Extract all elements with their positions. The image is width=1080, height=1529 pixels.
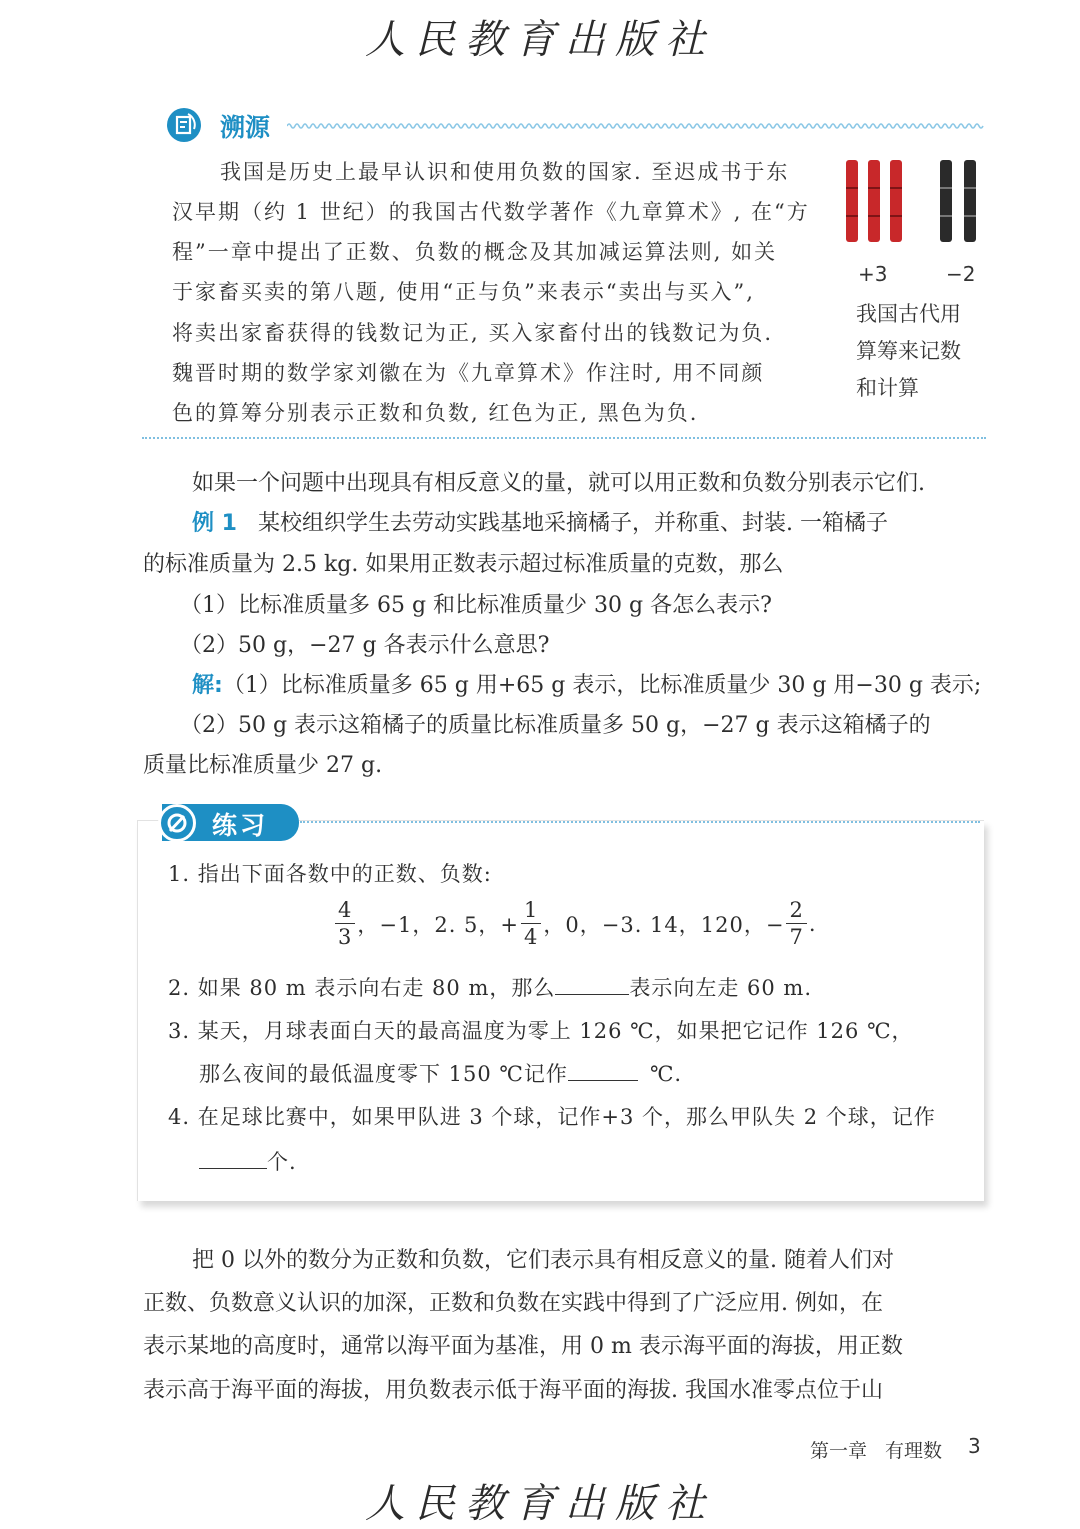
- example-1-line-2: 的标准质量为 2.5 kg. 如果用正数表示超过标准质量的克数，那么: [143, 552, 784, 577]
- exercise-top-dotted-line: [300, 821, 980, 823]
- solution-text-1: （1）比标准质量多 65 g 用+65 g 表示，比标准质量少 30 g 用−30 g 表示;: [222, 673, 982, 698]
- fraction-one-quarter: $\frac{1}{4}$: [521, 897, 541, 950]
- publisher-watermark-bottom: 人民教育出版社: [365, 1481, 715, 1527]
- footer-topic: 有理数: [885, 1440, 943, 1462]
- origin-section-title: 溯源: [220, 113, 271, 142]
- example-text-1: 某校组织学生去劳动实践基地采摘橘子，并称重、封装. 一箱橘子: [257, 511, 888, 536]
- publisher-watermark-top: 人民教育出版社: [365, 17, 715, 63]
- page-number: 3: [968, 1434, 981, 1458]
- exercise-2-blank[interactable]: [555, 976, 629, 995]
- exercise-2-text-b: 表示向左走 60 m.: [629, 976, 813, 1000]
- solution-line-2: （2）50 g 表示这箱橘子的质量比标准质量多 50 g，−27 g 表示这箱橘子的: [180, 713, 931, 738]
- section-dotted-divider: [142, 437, 986, 439]
- example-question-2: （2）50 g，−27 g 各表示什么意思?: [180, 633, 550, 658]
- body-paragraph-line-1: 把 0 以外的数分为正数和负数，它们表示具有相反意义的量. 随着人们对: [192, 1248, 894, 1273]
- number-list-part-2: ，0，−3. 14，120，−: [543, 912, 785, 937]
- section-wave-divider: [287, 120, 987, 132]
- exercise-2-text-a: 2. 如果 80 m 表示向右走 80 m，那么: [168, 976, 556, 1000]
- counting-rods-image: [842, 158, 992, 250]
- rods-caption-line-3: 和计算: [856, 376, 919, 400]
- exercise-icon: [158, 804, 196, 842]
- exercise-3-text-b: ℃.: [649, 1062, 683, 1086]
- rods-caption-line-1: 我国古代用: [856, 302, 961, 326]
- number-list-part-1: ，−1，2. 5，+: [357, 912, 519, 937]
- fraction-two-sevenths: $\frac{2}{7}$: [786, 897, 806, 950]
- exercise-1-number-list: [333, 897, 817, 950]
- rods-caption: [856, 296, 986, 407]
- exercise-3-line-1: 3. 某天，月球表面白天的最高温度为零上 126 ℃，如果把它记作 126 ℃，: [168, 1019, 914, 1043]
- exercise-4-line-1: 4. 在足球比赛中，如果甲队进 3 个球，记作+3 个，那么甲队失 2 个球，记作: [168, 1105, 936, 1129]
- origin-line-2: 汉早期（约 1 世纪）的我国古代数学著作《九章算术》, 在“方: [172, 200, 810, 224]
- origin-section-icon: [167, 108, 201, 142]
- rod-label-negative: −2: [946, 262, 976, 286]
- origin-line-3: 程”一章中提出了正数、负数的概念及其加减运算法则, 如关: [172, 240, 778, 264]
- footer-chapter: 第一章: [810, 1440, 868, 1462]
- exercise-3-blank[interactable]: [568, 1062, 638, 1081]
- exercise-4-blank[interactable]: [199, 1150, 267, 1169]
- solution-label: 解:: [192, 673, 223, 698]
- origin-line-1: 我国是历史上最早认识和使用负数的国家. 至迟成书于东: [220, 160, 790, 184]
- example-label: 例 1: [192, 511, 237, 536]
- body-intro: 如果一个问题中出现具有相反意义的量，就可以用正数和负数分别表示它们.: [192, 471, 925, 496]
- solution-line-1: [192, 668, 981, 699]
- exercise-1: 1. 指出下面各数中的正数、负数:: [168, 862, 492, 886]
- number-list-end: .: [808, 911, 817, 936]
- fraction-four-thirds: $\frac{4}{3}$: [335, 897, 355, 950]
- exercise-3-text-a: 那么夜间的最低温度零下 150 ℃记作: [199, 1062, 568, 1086]
- body-paragraph-line-2: 正数、负数意义认识的加深，正数和负数在实践中得到了广泛应用. 例如，在: [143, 1291, 883, 1316]
- example-1-line-1: [192, 506, 888, 537]
- exercise-4-line-2: [199, 1146, 297, 1176]
- rods-caption-line-2: 算筹来记数: [856, 339, 961, 363]
- origin-line-7: 色的算筹分别表示正数和负数, 红色为正, 黑色为负.: [172, 401, 699, 425]
- origin-line-5: 将卖出家畜获得的钱数记为正, 买入家畜付出的钱数记为负.: [172, 321, 774, 345]
- origin-line-6: 魏晋时期的数学家刘徽在为《九章算术》作注时, 用不同颜: [172, 361, 765, 385]
- exercise-4-text: 个.: [267, 1150, 297, 1174]
- rod-label-positive: +3: [858, 262, 888, 286]
- example-question-1: （1）比标准质量多 65 g 和比标准质量少 30 g 各怎么表示?: [180, 593, 772, 618]
- exercise-title: 练习: [212, 811, 269, 840]
- exercise-3-line-2: [199, 1058, 682, 1088]
- origin-line-4: 于家畜买卖的第八题, 使用“正与负”来表示“卖出与买入”,: [172, 280, 755, 304]
- exercise-2: [168, 972, 812, 1002]
- solution-line-3: 质量比标准质量少 27 g.: [143, 753, 383, 778]
- body-paragraph-line-3: 表示某地的高度时，通常以海平面为基准，用 0 m 表示海平面的海拔，用正数: [143, 1334, 903, 1359]
- body-paragraph-line-4: 表示高于海平面的海拔，用负数表示低于海平面的海拔. 我国水准零点位于山: [143, 1378, 883, 1403]
